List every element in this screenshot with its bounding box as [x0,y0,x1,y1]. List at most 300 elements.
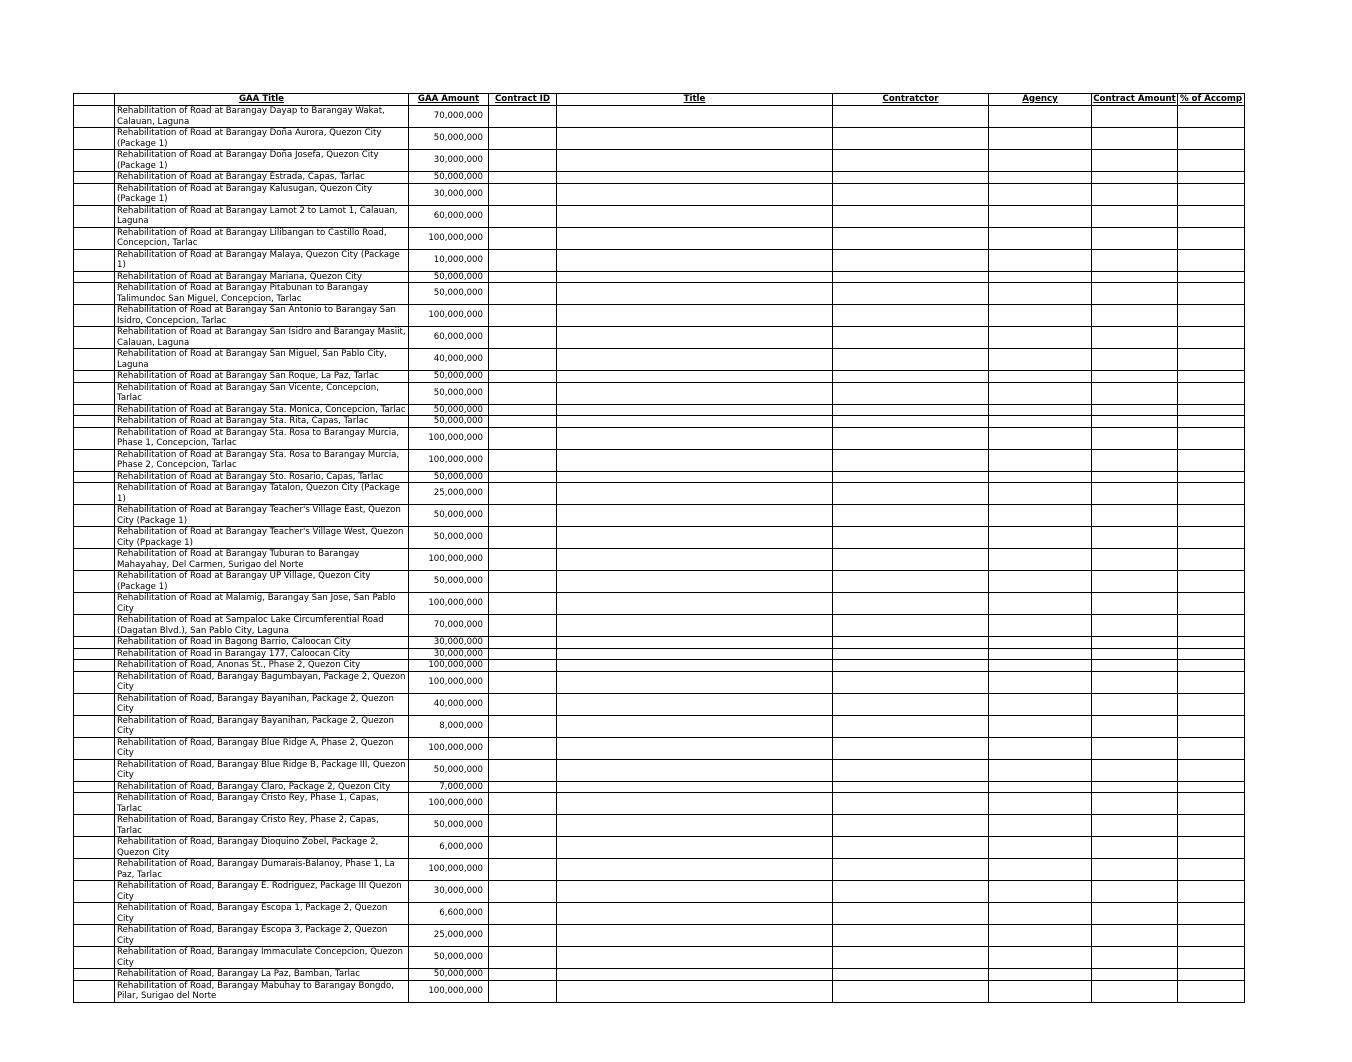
cell-blank [74,416,115,428]
cell-contract-id [489,349,557,371]
cell-title [557,815,833,837]
cell-title [557,150,833,172]
header-contract-id: Contract ID [489,94,557,106]
table-row [74,859,1245,881]
cell-contract-id [489,449,557,471]
table-row [74,527,1245,549]
cell-title [557,283,833,305]
cell-gaa-amount: 100,000,000 [409,737,489,759]
cell-agency [989,737,1092,759]
cell-gaa-title: Rehabilitation of Road, Barangay Cristo Rey, Phase 2, Capas, Tarlac [115,815,409,837]
cell-contract-amount [1092,505,1178,527]
cell-contractor [833,327,989,349]
cell-gaa-amount: 30,000,000 [409,150,489,172]
cell-title [557,449,833,471]
table-row [74,227,1245,249]
cell-gaa-title: Rehabilitation of Road at Barangay Mariana, Quezon City [115,271,409,283]
cell-blank [74,205,115,227]
cell-pct-accomp [1178,427,1245,449]
cell-agency [989,128,1092,150]
cell-contractor [833,382,989,404]
cell-contract-amount [1092,172,1178,184]
table-row [74,781,1245,793]
header-blank [74,94,115,106]
cell-contractor [833,980,989,1002]
cell-contract-id [489,327,557,349]
table-row [74,382,1245,404]
cell-blank [74,249,115,271]
cell-pct-accomp [1178,416,1245,428]
cell-contract-id [489,183,557,205]
cell-blank [74,925,115,947]
cell-gaa-title: Rehabilitation of Road at Barangay Malaya, Quezon City (Package 1) [115,249,409,271]
cell-pct-accomp [1178,382,1245,404]
cell-agency [989,183,1092,205]
cell-title [557,859,833,881]
cell-agency [989,205,1092,227]
cell-gaa-amount: 50,000,000 [409,382,489,404]
cell-gaa-title: Rehabilitation of Road, Anonas St., Phase 2, Quezon City [115,660,409,672]
cell-contract-amount [1092,527,1178,549]
table-row [74,637,1245,649]
cell-contract-amount [1092,349,1178,371]
cell-contract-id [489,815,557,837]
cell-pct-accomp [1178,249,1245,271]
cell-gaa-amount: 6,000,000 [409,837,489,859]
cell-agency [989,283,1092,305]
cell-agency [989,693,1092,715]
cell-gaa-amount: 50,000,000 [409,571,489,593]
cell-gaa-title: Rehabilitation of Road, Barangay Bayanihan, Package 2, Quezon City [115,715,409,737]
cell-gaa-amount: 60,000,000 [409,205,489,227]
cell-contract-id [489,382,557,404]
cell-blank [74,427,115,449]
cell-contractor [833,106,989,128]
table-body [74,106,1245,1003]
cell-pct-accomp [1178,549,1245,571]
cell-agency [989,172,1092,184]
cell-contractor [833,471,989,483]
cell-blank [74,549,115,571]
table-row [74,837,1245,859]
cell-title [557,128,833,150]
cell-gaa-amount: 100,000,000 [409,793,489,815]
cell-blank [74,859,115,881]
cell-title [557,549,833,571]
cell-contractor [833,227,989,249]
cell-agency [989,815,1092,837]
cell-contract-amount [1092,483,1178,505]
cell-contractor [833,271,989,283]
table-row [74,427,1245,449]
cell-contract-amount [1092,947,1178,969]
cell-contract-amount [1092,593,1178,615]
cell-contract-amount [1092,759,1178,781]
cell-gaa-amount: 30,000,000 [409,637,489,649]
cell-agency [989,715,1092,737]
table-row [74,150,1245,172]
cell-contractor [833,150,989,172]
cell-contract-id [489,781,557,793]
cell-agency [989,637,1092,649]
cell-contract-id [489,969,557,981]
cell-contract-amount [1092,837,1178,859]
cell-gaa-title: Rehabilitation of Road at Barangay Teacher's Village East, Quezon City (Package 1) [115,505,409,527]
cell-contract-id [489,150,557,172]
cell-agency [989,249,1092,271]
cell-gaa-amount: 50,000,000 [409,416,489,428]
cell-gaa-title: Rehabilitation of Road at Barangay Sta. Rosa to Barangay Murcia, Phase 2, Concepcion, Tarlac [115,449,409,471]
table-row [74,947,1245,969]
cell-pct-accomp [1178,980,1245,1002]
cell-agency [989,947,1092,969]
cell-blank [74,227,115,249]
cell-gaa-amount: 50,000,000 [409,505,489,527]
cell-blank [74,815,115,837]
table-row [74,648,1245,660]
cell-title [557,349,833,371]
cell-title [557,759,833,781]
table-row [74,371,1245,383]
cell-contract-amount [1092,549,1178,571]
cell-contractor [833,571,989,593]
cell-gaa-amount: 6,600,000 [409,903,489,925]
cell-agency [989,150,1092,172]
cell-blank [74,471,115,483]
cell-contractor [833,737,989,759]
cell-blank [74,615,115,637]
cell-contract-amount [1092,881,1178,903]
cell-gaa-amount: 70,000,000 [409,615,489,637]
cell-blank [74,271,115,283]
cell-contract-id [489,671,557,693]
cell-contract-id [489,271,557,283]
cell-gaa-title: Rehabilitation of Road at Barangay Teacher's Village West, Quezon City (Ppackage 1) [115,527,409,549]
cell-gaa-amount: 50,000,000 [409,172,489,184]
cell-blank [74,881,115,903]
cell-gaa-amount: 50,000,000 [409,527,489,549]
cell-gaa-title: Rehabilitation of Road at Barangay Estrada, Capas, Tarlac [115,172,409,184]
cell-contract-amount [1092,227,1178,249]
cell-contractor [833,172,989,184]
cell-pct-accomp [1178,172,1245,184]
cell-gaa-title: Rehabilitation of Road at Sampaloc Lake Circumferential Road (Dagatan Blvd.), San Pablo City, Laguna [115,615,409,637]
header-gaa-amount: GAA Amount [409,94,489,106]
cell-gaa-amount: 100,000,000 [409,660,489,672]
table-row [74,283,1245,305]
cell-blank [74,527,115,549]
cell-blank [74,449,115,471]
cell-gaa-amount: 50,000,000 [409,283,489,305]
table-row [74,615,1245,637]
cell-contract-amount [1092,404,1178,416]
cell-contract-amount [1092,249,1178,271]
cell-blank [74,371,115,383]
cell-contract-amount [1092,615,1178,637]
cell-gaa-amount: 50,000,000 [409,404,489,416]
cell-contract-id [489,615,557,637]
table-row [74,881,1245,903]
cell-gaa-title: Rehabilitation of Road at Barangay Dayap to Barangay Wakat, Calauan, Laguna [115,106,409,128]
cell-contract-amount [1092,781,1178,793]
cell-contract-id [489,980,557,1002]
cell-contract-amount [1092,980,1178,1002]
cell-gaa-amount: 100,000,000 [409,549,489,571]
cell-contract-id [489,593,557,615]
cell-pct-accomp [1178,471,1245,483]
cell-contract-id [489,172,557,184]
cell-contractor [833,349,989,371]
cell-contractor [833,759,989,781]
cell-pct-accomp [1178,693,1245,715]
cell-contractor [833,128,989,150]
cell-agency [989,925,1092,947]
cell-title [557,505,833,527]
cell-contract-amount [1092,693,1178,715]
cell-gaa-amount: 40,000,000 [409,693,489,715]
cell-blank [74,648,115,660]
cell-title [557,637,833,649]
table-row [74,593,1245,615]
cell-pct-accomp [1178,969,1245,981]
cell-gaa-title: Rehabilitation of Road at Malamig, Barangay San Jose, San Pablo City [115,593,409,615]
cell-pct-accomp [1178,815,1245,837]
cell-gaa-title: Rehabilitation of Road in Barangay 177, Caloocan City [115,648,409,660]
cell-contractor [833,793,989,815]
cell-gaa-amount: 30,000,000 [409,881,489,903]
cell-contract-amount [1092,183,1178,205]
table-row [74,715,1245,737]
cell-contract-id [489,925,557,947]
cell-gaa-title: Rehabilitation of Road at Barangay San Miguel, San Pablo City, Laguna [115,349,409,371]
cell-contract-amount [1092,793,1178,815]
cell-gaa-amount: 100,000,000 [409,305,489,327]
cell-agency [989,837,1092,859]
cell-contract-id [489,505,557,527]
cell-gaa-amount: 50,000,000 [409,969,489,981]
cell-contract-amount [1092,371,1178,383]
cell-contract-amount [1092,128,1178,150]
cell-title [557,416,833,428]
cell-gaa-amount: 7,000,000 [409,781,489,793]
cell-title [557,471,833,483]
cell-title [557,571,833,593]
cell-contractor [833,483,989,505]
table-row [74,549,1245,571]
cell-title [557,106,833,128]
cell-contract-id [489,837,557,859]
table-row [74,571,1245,593]
cell-contractor [833,881,989,903]
cell-title [557,249,833,271]
cell-agency [989,416,1092,428]
cell-title [557,881,833,903]
cell-pct-accomp [1178,881,1245,903]
cell-gaa-amount: 40,000,000 [409,349,489,371]
cell-pct-accomp [1178,371,1245,383]
cell-gaa-amount: 60,000,000 [409,327,489,349]
cell-contractor [833,969,989,981]
cell-title [557,593,833,615]
cell-contract-id [489,471,557,483]
cell-contractor [833,637,989,649]
cell-title [557,404,833,416]
cell-title [557,271,833,283]
table-row [74,793,1245,815]
cell-contractor [833,837,989,859]
cell-contract-amount [1092,715,1178,737]
cell-pct-accomp [1178,925,1245,947]
cell-pct-accomp [1178,505,1245,527]
cell-agency [989,471,1092,483]
cell-contract-amount [1092,648,1178,660]
cell-contractor [833,648,989,660]
cell-contract-id [489,715,557,737]
table-row [74,815,1245,837]
cell-gaa-title: Rehabilitation of Road, Barangay Dioquino Zobel, Package 2, Quezon City [115,837,409,859]
cell-gaa-title: Rehabilitation of Road at Barangay Pitabunan to Barangay Talimundoc San Miguel, Concepcion, Tarlac [115,283,409,305]
cell-gaa-title: Rehabilitation of Road, Barangay La Paz, Bamban, Tarlac [115,969,409,981]
cell-gaa-amount: 30,000,000 [409,648,489,660]
cell-contractor [833,781,989,793]
cell-title [557,483,833,505]
table-row [74,671,1245,693]
cell-agency [989,327,1092,349]
cell-pct-accomp [1178,128,1245,150]
cell-contract-id [489,305,557,327]
table-row [74,693,1245,715]
cell-title [557,781,833,793]
cell-title [557,980,833,1002]
cell-contract-amount [1092,815,1178,837]
cell-agency [989,371,1092,383]
cell-agency [989,404,1092,416]
cell-contract-id [489,693,557,715]
cell-title [557,660,833,672]
header-contract-amount: Contract Amount [1093,94,1176,104]
cell-gaa-title: Rehabilitation of Road at Barangay Sta. Monica, Concepcion, Tarlac [115,404,409,416]
cell-contract-amount [1092,903,1178,925]
cell-contractor [833,416,989,428]
cell-pct-accomp [1178,483,1245,505]
cell-pct-accomp [1178,349,1245,371]
cell-title [557,969,833,981]
cell-gaa-title: Rehabilitation of Road at Barangay Sta. Rosa to Barangay Murcia, Phase 1, Concepcion, Tarlac [115,427,409,449]
cell-pct-accomp [1178,183,1245,205]
cell-contract-id [489,483,557,505]
cell-pct-accomp [1178,404,1245,416]
cell-blank [74,305,115,327]
cell-contract-id [489,427,557,449]
cell-gaa-amount: 100,000,000 [409,449,489,471]
cell-agency [989,793,1092,815]
cell-gaa-amount: 70,000,000 [409,106,489,128]
cell-gaa-amount: 50,000,000 [409,471,489,483]
cell-title [557,371,833,383]
cell-pct-accomp [1178,737,1245,759]
cell-blank [74,793,115,815]
cell-contract-amount [1092,571,1178,593]
cell-blank [74,715,115,737]
cell-gaa-title: Rehabilitation of Road at Barangay Sto. Rosario, Capas, Tarlac [115,471,409,483]
cell-gaa-title: Rehabilitation of Road, Barangay Immaculate Concepcion, Quezon City [115,947,409,969]
cell-pct-accomp [1178,615,1245,637]
cell-agency [989,759,1092,781]
cell-contractor [833,371,989,383]
cell-gaa-title: Rehabilitation of Road at Barangay Tatalon, Quezon City (Package 1) [115,483,409,505]
cell-agency [989,271,1092,283]
cell-contract-amount [1092,471,1178,483]
cell-contract-id [489,859,557,881]
cell-gaa-title: Rehabilitation of Road, Barangay Claro, Package 2, Quezon City [115,781,409,793]
header-gaa-title: GAA Title [115,94,409,106]
cell-gaa-amount: 50,000,000 [409,815,489,837]
cell-contract-id [489,660,557,672]
cell-blank [74,837,115,859]
table-row [74,183,1245,205]
cell-gaa-title: Rehabilitation of Road at Barangay San Roque, La Paz, Tarlac [115,371,409,383]
table-row [74,471,1245,483]
table-row [74,404,1245,416]
cell-contract-amount [1092,205,1178,227]
cell-contractor [833,283,989,305]
cell-contractor [833,593,989,615]
table-row [74,759,1245,781]
cell-contract-id [489,648,557,660]
cell-pct-accomp [1178,781,1245,793]
cell-contract-id [489,106,557,128]
cell-gaa-amount: 50,000,000 [409,128,489,150]
cell-contract-amount [1092,925,1178,947]
cell-contractor [833,925,989,947]
cell-title [557,327,833,349]
cell-gaa-title: Rehabilitation of Road, Barangay Bagumbayan, Package 2, Quezon City [115,671,409,693]
cell-gaa-title: Rehabilitation of Road at Barangay San Vicente, Concepcion, Tarlac [115,382,409,404]
cell-gaa-amount: 25,000,000 [409,483,489,505]
cell-contract-amount [1092,737,1178,759]
cell-contractor [833,615,989,637]
cell-contract-amount [1092,416,1178,428]
cell-contractor [833,427,989,449]
cell-gaa-title: Rehabilitation of Road, Barangay Blue Ridge A, Phase 2, Quezon City [115,737,409,759]
table-row [74,271,1245,283]
cell-gaa-title: Rehabilitation of Road, Barangay E. Rodriguez, Package III Quezon City [115,881,409,903]
cell-agency [989,571,1092,593]
cell-contractor [833,183,989,205]
cell-title [557,737,833,759]
cell-gaa-amount: 25,000,000 [409,925,489,947]
cell-contract-amount [1092,305,1178,327]
cell-contractor [833,903,989,925]
cell-contractor [833,249,989,271]
cell-contract-amount [1092,969,1178,981]
cell-title [557,715,833,737]
cell-contract-amount [1092,271,1178,283]
cell-pct-accomp [1178,527,1245,549]
cell-pct-accomp [1178,106,1245,128]
cell-gaa-title: Rehabilitation of Road, Barangay Escopa 1, Package 2, Quezon City [115,903,409,925]
cell-gaa-amount: 8,000,000 [409,715,489,737]
cell-blank [74,172,115,184]
cell-title [557,693,833,715]
cell-agency [989,106,1092,128]
cell-contract-id [489,227,557,249]
cell-title [557,205,833,227]
cell-pct-accomp [1178,227,1245,249]
cell-agency [989,615,1092,637]
cell-contract-amount [1092,671,1178,693]
cell-title [557,648,833,660]
